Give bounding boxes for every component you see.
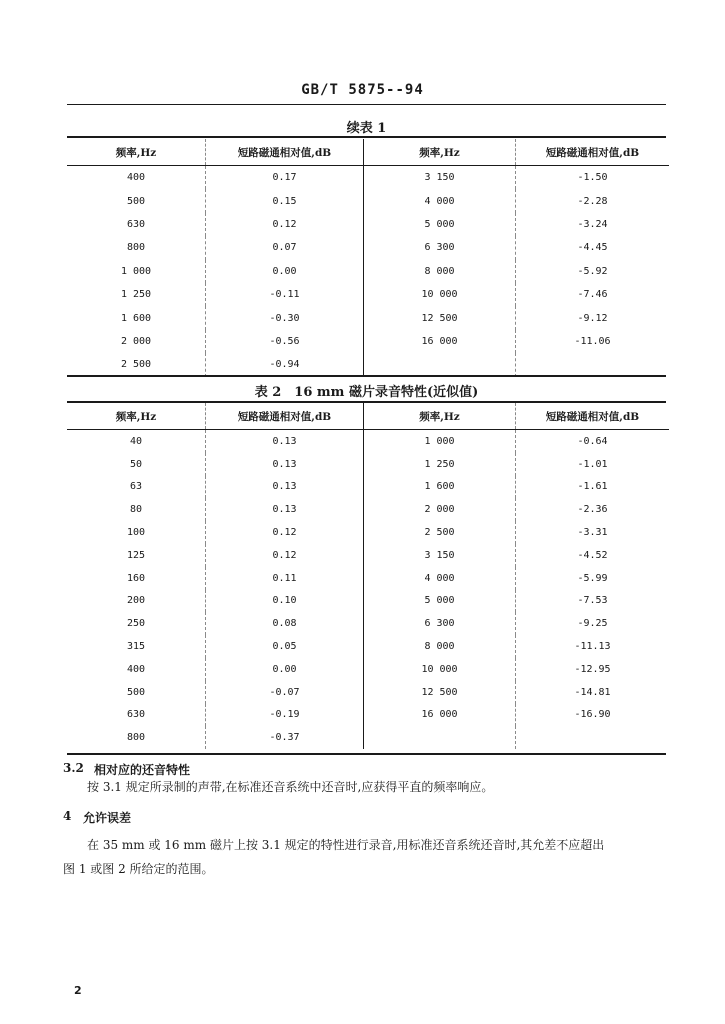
table-row — [67, 498, 669, 521]
table-row — [67, 612, 669, 635]
table-row — [67, 260, 669, 283]
section-3-2-text: 按 3.1 规定所录制的声带,在标准还音系统中还音时,应获得平直的频率响应。 — [87, 780, 494, 794]
table-row — [67, 189, 669, 212]
flux-cell: 0.13 — [206, 498, 364, 521]
table-row — [67, 306, 669, 329]
flux-cell: 0.07 — [206, 236, 364, 259]
table1-header-row — [67, 139, 669, 166]
table1-top-rule — [67, 136, 666, 138]
table-row — [67, 681, 669, 704]
frequency-cell: 2 000 — [120, 335, 152, 347]
frequency-cell: 630 — [126, 709, 146, 721]
flux-cell: -2.28 — [516, 189, 670, 212]
table-row — [67, 658, 669, 681]
header-rule — [67, 104, 666, 105]
flux-cell: -0.19 — [206, 704, 364, 727]
table1-col-flux: 短路磁通相对值,dB — [206, 139, 364, 166]
flux-cell: -0.64 — [516, 430, 670, 453]
standard-code-header: GB/T 5875--94 — [301, 82, 424, 98]
table1 — [67, 139, 669, 377]
section-4-title: 允许误差 — [83, 811, 132, 825]
table1-caption: 续表 1 — [346, 121, 387, 136]
frequency-cell: 1 250 — [424, 458, 455, 470]
frequency-cell: 315 — [126, 641, 146, 653]
flux-cell: -11.06 — [516, 330, 670, 353]
frequency-cell: 6 300 — [424, 618, 455, 630]
frequency-cell: 125 — [126, 549, 146, 561]
table2-header-row — [67, 403, 669, 430]
frequency-cell: 12 500 — [421, 686, 458, 698]
table2-col-flux: 短路磁通相对值,dB — [206, 403, 364, 430]
flux-cell: 0.00 — [206, 658, 364, 681]
frequency-cell: 200 — [126, 595, 146, 607]
frequency-cell: 50 — [129, 458, 143, 470]
flux-cell: -4.52 — [516, 544, 670, 567]
frequency-cell: 10 000 — [421, 663, 458, 675]
flux-cell: -5.99 — [516, 567, 670, 590]
flux-cell: 0.17 — [206, 166, 364, 190]
flux-cell: 0.00 — [206, 260, 364, 283]
flux-cell: 0.11 — [206, 567, 364, 590]
frequency-cell: 100 — [126, 527, 146, 539]
frequency-cell: 40 — [129, 435, 143, 447]
frequency-cell: 2 500 — [424, 527, 455, 539]
flux-cell: -1.61 — [516, 476, 670, 499]
flux-cell: -9.25 — [516, 612, 670, 635]
flux-cell: 0.12 — [206, 521, 364, 544]
table2-col-flux-2: 短路磁通相对值,dB — [516, 403, 670, 430]
frequency-cell: 1 000 — [424, 435, 455, 447]
frequency-cell: 1 000 — [120, 265, 152, 277]
table-row — [67, 476, 669, 499]
table-row — [67, 283, 669, 306]
frequency-cell: 400 — [126, 172, 146, 184]
frequency-cell: 800 — [126, 242, 146, 254]
frequency-cell: 1 600 — [424, 481, 455, 493]
table-row — [67, 544, 669, 567]
table-row — [67, 236, 669, 259]
table-row — [67, 567, 669, 590]
frequency-cell: 16 000 — [421, 335, 458, 347]
frequency-cell: 2 000 — [424, 504, 455, 516]
table1-bottom-rule — [67, 375, 666, 377]
table2-col-frequency-2: 频率,Hz — [364, 403, 516, 430]
table1-col-frequency: 频率,Hz — [67, 139, 206, 166]
section-3-2-title: 相对应的还音特性 — [94, 763, 191, 777]
flux-cell: -4.45 — [516, 236, 670, 259]
frequency-cell: 1 600 — [120, 312, 152, 324]
flux-cell: -7.53 — [516, 590, 670, 613]
table-row — [67, 330, 669, 353]
frequency-cell: 3 150 — [424, 549, 455, 561]
flux-cell: -16.90 — [516, 704, 670, 727]
table-row — [67, 430, 669, 453]
table-row — [67, 635, 669, 658]
section-4-text-line1: 在 35 mm 或 16 mm 磁片上按 3.1 规定的特性进行录音,用标准还音系统还音时,其允差不应超出 — [87, 838, 605, 852]
flux-cell — [516, 726, 670, 749]
frequency-cell: 5 000 — [424, 595, 455, 607]
table2-col-frequency: 频率,Hz — [67, 403, 206, 430]
flux-cell: -3.24 — [516, 213, 670, 236]
page-number: 2 — [74, 984, 82, 997]
flux-cell: -12.95 — [516, 658, 670, 681]
table2 — [67, 403, 669, 749]
table-row — [67, 726, 669, 749]
frequency-cell: 500 — [126, 686, 146, 698]
table1-col-flux-2: 短路磁通相对值,dB — [516, 139, 670, 166]
frequency-cell: 10 000 — [421, 289, 458, 301]
frequency-cell: 4 000 — [424, 572, 455, 584]
table-row — [67, 166, 669, 190]
flux-cell: -11.13 — [516, 635, 670, 658]
flux-cell: 0.10 — [206, 590, 364, 613]
flux-cell: -3.31 — [516, 521, 670, 544]
table-row — [67, 353, 669, 376]
frequency-cell — [364, 353, 516, 376]
frequency-cell: 1 250 — [120, 289, 152, 301]
frequency-cell: 630 — [126, 218, 146, 230]
section-4-number: 4 — [63, 809, 72, 823]
frequency-cell: 80 — [129, 504, 143, 516]
flux-cell: -1.50 — [516, 166, 670, 190]
flux-cell: 0.13 — [206, 430, 364, 453]
flux-cell: -7.46 — [516, 283, 670, 306]
flux-cell: -2.36 — [516, 498, 670, 521]
table-row — [67, 453, 669, 476]
flux-cell: -0.30 — [206, 306, 364, 329]
flux-cell — [516, 353, 670, 376]
flux-cell: 0.12 — [206, 544, 364, 567]
frequency-cell: 250 — [126, 618, 146, 630]
flux-cell: 0.05 — [206, 635, 364, 658]
table-row — [67, 521, 669, 544]
flux-cell: -1.01 — [516, 453, 670, 476]
table1-col-frequency-2: 频率,Hz — [364, 139, 516, 166]
table-row — [67, 590, 669, 613]
flux-cell: 0.13 — [206, 476, 364, 499]
table2-caption: 表 2 16 mm 磁片录音特性(近似值) — [254, 385, 479, 400]
table-row — [67, 704, 669, 727]
frequency-cell: 2 500 — [120, 359, 152, 371]
frequency-cell: 160 — [126, 572, 146, 584]
flux-cell: -0.11 — [206, 283, 364, 306]
flux-cell: -0.07 — [206, 681, 364, 704]
frequency-cell: 12 500 — [421, 312, 458, 324]
table-row — [67, 213, 669, 236]
section-4-text-line2: 图 1 或图 2 所给定的范围。 — [63, 862, 214, 876]
frequency-cell: 63 — [129, 481, 143, 493]
frequency-cell: 800 — [126, 732, 146, 744]
flux-cell: 0.08 — [206, 612, 364, 635]
frequency-cell: 4 000 — [424, 195, 455, 207]
flux-cell: -5.92 — [516, 260, 670, 283]
flux-cell: 0.15 — [206, 189, 364, 212]
frequency-cell: 8 000 — [424, 265, 455, 277]
flux-cell: -0.94 — [206, 353, 364, 376]
flux-cell: 0.13 — [206, 453, 364, 476]
flux-cell: 0.12 — [206, 213, 364, 236]
frequency-cell: 3 150 — [424, 172, 455, 184]
flux-cell: -0.37 — [206, 726, 364, 749]
frequency-cell: 400 — [126, 663, 146, 675]
flux-cell: -9.12 — [516, 306, 670, 329]
frequency-cell: 500 — [126, 195, 146, 207]
frequency-cell: 16 000 — [421, 709, 458, 721]
flux-cell: -0.56 — [206, 330, 364, 353]
section-3-2-number: 3.2 — [63, 761, 84, 775]
flux-cell: -14.81 — [516, 681, 670, 704]
frequency-cell — [364, 726, 516, 749]
frequency-cell: 8 000 — [424, 641, 455, 653]
frequency-cell: 5 000 — [424, 218, 455, 230]
table2-bottom-rule — [67, 753, 666, 755]
frequency-cell: 6 300 — [424, 242, 455, 254]
